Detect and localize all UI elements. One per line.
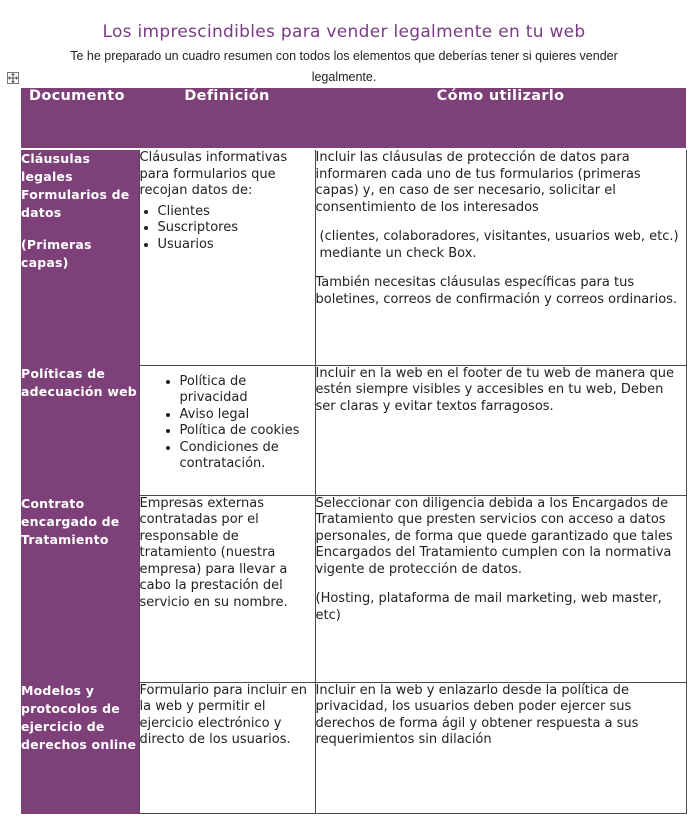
list-item: • Aviso legal <box>180 407 315 424</box>
usage-paragraph: Incluir en la web en el footer de tu web de manera que estén siempre visibles y accesibles en tu web, Deben ser claras y evitar textos farragosos. <box>315 365 674 414</box>
document-name: Contrato encargado de Tratamiento <box>21 496 120 548</box>
usage-paragraph: Seleccionar con diligencia debida a los Encargados de Tratamiento que presten servicios con acceso a datos personales, de forma que quede garantizado que tales Encargados del Tratamiento cumplen con la normativa vigente de protección de datos. <box>315 495 673 577</box>
document-cell <box>21 365 139 495</box>
definition-list <box>140 204 315 254</box>
list-item: • Política de privacidad <box>180 374 315 407</box>
definition-cell[interactable] <box>139 682 315 813</box>
usage-paragraph: (clientes, colaboradores, visitantes, usuarios web, etc.) mediante un check Box. <box>319 229 679 261</box>
list-item: • Política de cookies <box>180 423 315 440</box>
table-row <box>21 149 686 365</box>
list-item: • Clientes <box>158 204 315 221</box>
usage-paragraph: También necesitas cláusulas específicas para tus boletines, correos de confirmación y correos ordinarios. <box>315 275 678 307</box>
usage-paragraph: (Hosting, plataforma de mail marketing, web master, etc) <box>315 591 662 623</box>
table-row <box>21 682 686 813</box>
usage-cell[interactable] <box>315 682 686 813</box>
column-header-definicion: Definición <box>139 88 315 149</box>
definition-text: Empresas externas contratadas por el responsable de tratamiento (nuestra empresa) para llevar a cabo la prestación del servicio en su nombre. <box>139 495 288 610</box>
usage-cell[interactable] <box>315 149 686 365</box>
move-icon[interactable] <box>7 72 19 84</box>
usage-cell[interactable] <box>315 365 686 495</box>
definition-text: Formulario para incluir en la web y permitir el ejercicio electrónico y directo de los usuarios. <box>139 682 307 748</box>
column-header-como-utilizarlo: Cómo utilizarlo <box>315 88 686 149</box>
list-item: • Usuarios <box>158 237 315 254</box>
document-note: (Primeras capas) <box>21 237 92 271</box>
document-name: Modelos y protocolos de ejercicio de derechos online <box>21 683 137 753</box>
table-row <box>21 365 686 495</box>
document-cell <box>21 149 139 365</box>
page-subtitle: Te he preparado un cuadro resumen con todos los elementos que deberías tener si quieres vender legalmente. <box>70 49 618 84</box>
usage-paragraph: Incluir en la web y enlazarlo desde la política de privacidad, los usuarios deben poder ejercer sus derechos de forma ágil y obtener respuesta a sus requerimientos sin dilación <box>315 682 639 748</box>
table-row <box>21 495 686 682</box>
definition-list <box>140 374 315 473</box>
document-cell <box>21 495 139 682</box>
document-name: Políticas de adecuación web <box>21 366 137 400</box>
definition-cell[interactable] <box>139 149 315 365</box>
page-title: Los imprescindibles para vender legalmente en tu web <box>102 22 586 42</box>
usage-cell[interactable] <box>315 495 686 682</box>
table-header-row <box>21 88 686 149</box>
definition-text: Cláusulas informativas para formularios que recojan datos de: <box>139 150 288 199</box>
list-item: • Suscriptores <box>158 220 315 237</box>
definition-cell[interactable] <box>139 365 315 495</box>
definition-cell[interactable] <box>139 495 315 682</box>
document-cell <box>21 682 139 813</box>
list-item: • Condiciones de contratación. <box>180 440 315 473</box>
document-name: Cláusulas legales Formularios de datos <box>21 151 130 221</box>
usage-paragraph: Incluir las cláusulas de protección de datos para informaren cada uno de tus formularios (primeras capas) y, en caso de ser necesario, solicitar el consentimiento de los interesados <box>315 150 641 215</box>
summary-table <box>21 88 687 814</box>
column-header-documento: Documento <box>21 88 139 149</box>
